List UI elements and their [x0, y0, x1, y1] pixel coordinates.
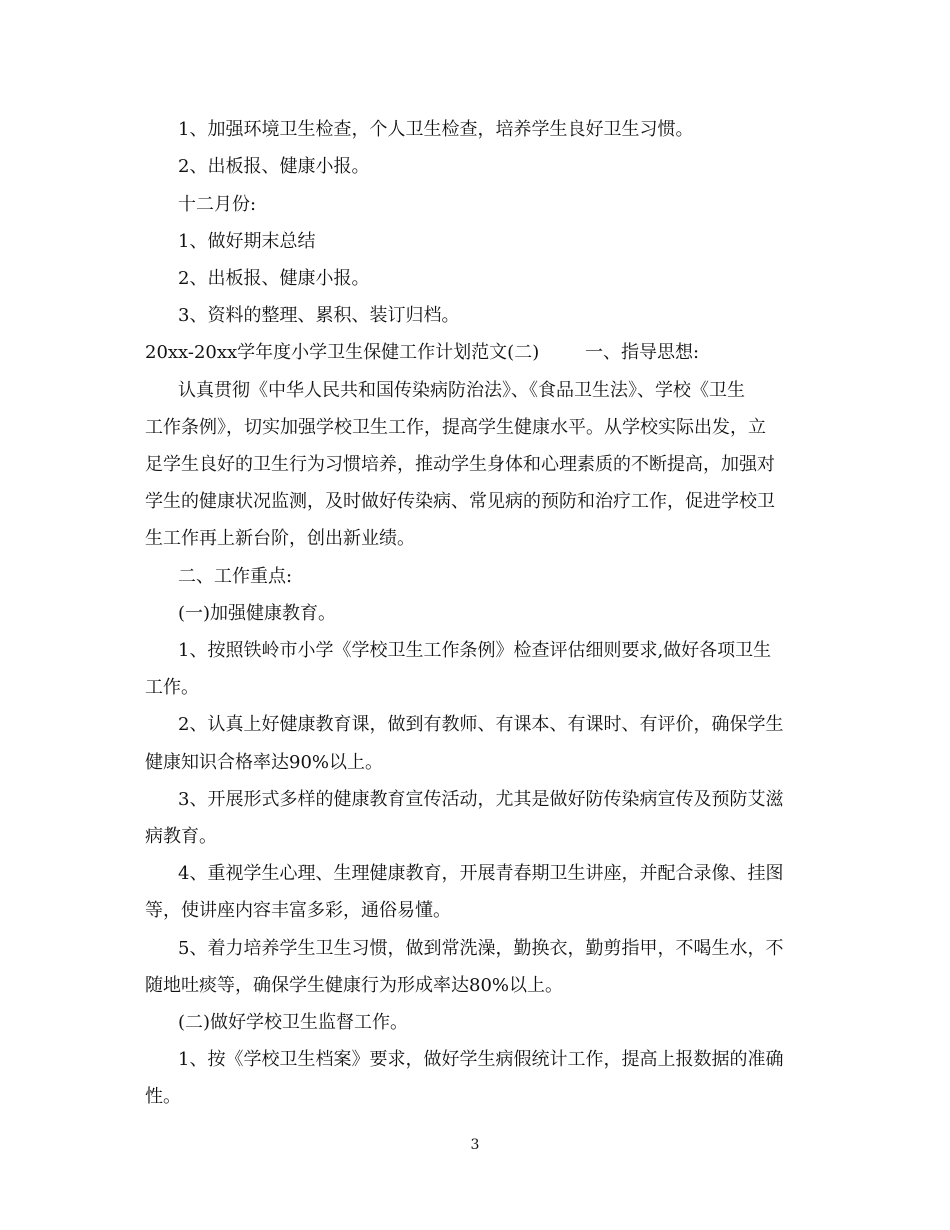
- subsection-heading: (一)加强健康教育。: [178, 603, 337, 624]
- section-heading: 一、指导思想:: [585, 342, 700, 363]
- list-item: 2、认真上好健康教育课，做到有教师、有课本、有课时、有评价，确保学生: [178, 714, 784, 735]
- list-item-continuation: 病教育。: [145, 826, 217, 847]
- page-number: 3: [470, 1137, 480, 1153]
- list-item: 3、资料的整理、累积、装订归档。: [178, 305, 460, 326]
- paragraph-line: 工作条例》，切实加强学校卫生工作，提高学生健康水平。从学校实际出发，立: [145, 417, 766, 438]
- paragraph-line: 生工作再上新台阶，创出新业绩。: [145, 528, 415, 549]
- list-item: 2、出板报、健康小报。: [178, 156, 370, 177]
- list-item: 1、做好期末总结: [178, 231, 316, 252]
- paragraph-line: 认真贯彻《中华人民共和国传染病防治法》、《食品卫生法》、学校《卫生: [178, 380, 745, 401]
- list-item: 1、加强环境卫生检查，个人卫生检查，培养学生良好卫生习惯。: [178, 119, 694, 140]
- list-item: 4、重视学生心理、生理健康教育，开展青春期卫生讲座，并配合录像、挂图: [178, 863, 784, 884]
- paragraph-line: 学生的健康状况监测，及时做好传染病、常见病的预防和治疗工作，促进学校卫: [145, 491, 775, 512]
- document-title: 20xx-20xx学年度小学卫生保健工作计划范文(二): [145, 342, 540, 363]
- list-item: 2、出板报、健康小报。: [178, 268, 370, 289]
- subsection-heading: (二)做好学校卫生监督工作。: [178, 1012, 409, 1033]
- list-item: 3、开展形式多样的健康教育宣传活动，尤其是做好防传染病宣传及预防艾滋: [178, 789, 784, 810]
- list-item: 1、按《学校卫生档案》要求，做好学生病假统计工作，提高上报数据的准确: [178, 1049, 784, 1070]
- list-item: 1、按照铁岭市小学《学校卫生工作条例》检查评估细则要求,做好各项卫生: [178, 640, 772, 661]
- paragraph-line: 足学生良好的卫生行为习惯培养，推动学生身体和心理素质的不断提高，加强对: [145, 454, 775, 475]
- section-heading: 十二月份:: [178, 194, 257, 215]
- list-item-continuation: 工作。: [145, 677, 199, 698]
- list-item-continuation: 随地吐痰等，确保学生健康行为形成率达80%以上。: [145, 975, 564, 996]
- list-item-continuation: 性。: [145, 1086, 181, 1107]
- section-heading: 二、工作重点:: [178, 566, 293, 587]
- list-item: 5、着力培养学生卫生习惯，做到常洗澡，勤换衣，勤剪指甲，不喝生水，不: [178, 938, 784, 959]
- list-item-continuation: 等，使讲座内容丰富多彩，通俗易懂。: [145, 900, 451, 921]
- list-item-continuation: 健康知识合格率达90%以上。: [145, 752, 384, 773]
